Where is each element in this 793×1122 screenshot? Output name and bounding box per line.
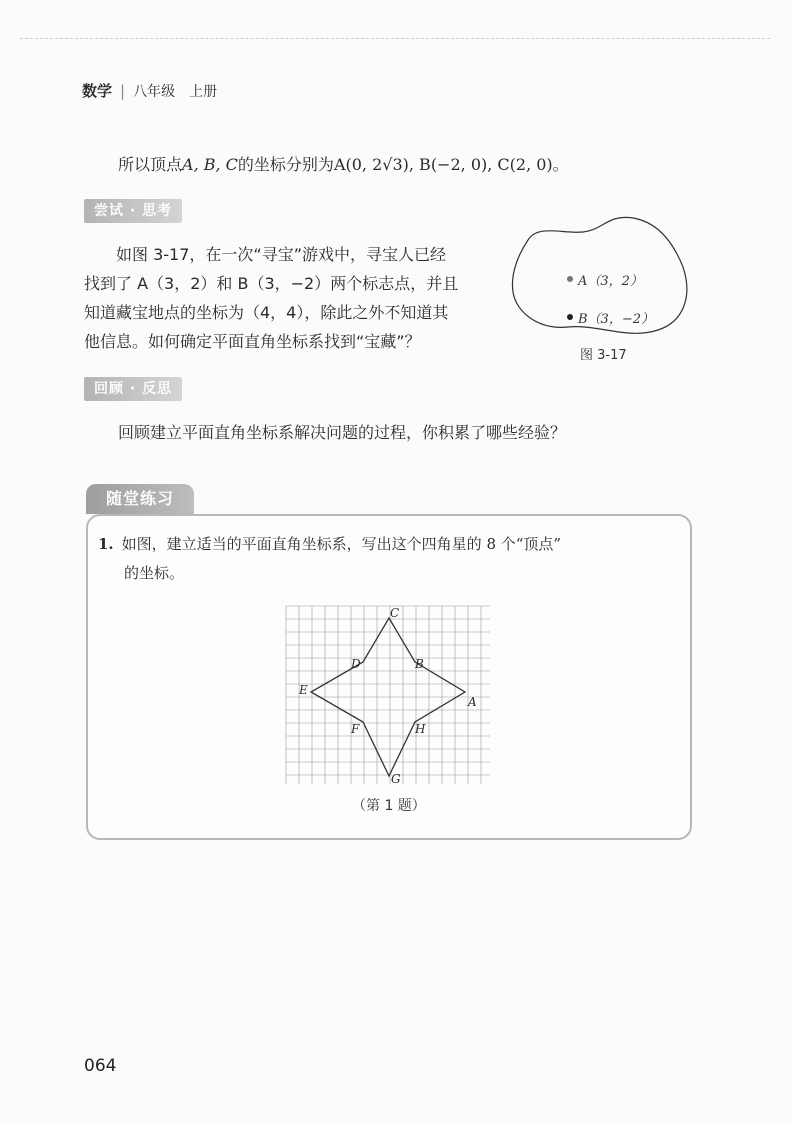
point-b-label: B（3，−2） <box>578 312 654 327</box>
star-label-e: E <box>299 683 308 697</box>
intro-coords: A(0, 2√3), B(−2, 0), C(2, 0)。 <box>333 155 569 174</box>
star-label-b: B <box>415 657 424 671</box>
question-line-2: 的坐标。 <box>124 564 185 582</box>
try-paragraph <box>84 240 504 356</box>
intro-middle: 的坐标分别为 <box>237 155 334 174</box>
page-number: 064 <box>84 1056 117 1076</box>
review-text: 回顾建立平面直角坐标系解决问题的过程，你积累了哪些经验？ <box>118 423 567 442</box>
star-label-h: H <box>415 722 426 736</box>
header-separator: | <box>120 82 126 100</box>
subject-label: 数学 <box>82 82 113 100</box>
intro-points: A, B, C <box>182 155 238 174</box>
practice-tab: 随堂练习 <box>86 484 194 514</box>
try-line-4: 他信息。如何确定平面直角坐标系找到“宝藏”？ <box>84 332 421 351</box>
point-a-marker <box>567 276 573 282</box>
try-line-2: 找到了 A（3，2）和 B（3，−2）两个标志点，并且 <box>84 274 459 293</box>
top-rule <box>20 38 770 39</box>
try-think-tag: 尝试 · 思考 <box>84 199 182 223</box>
try-line-3: 知道藏宝地点的坐标为（4，4），除此之外不知道其 <box>84 303 449 322</box>
question-number: 1. <box>98 535 114 553</box>
figure-caption-3-17: 图 3-17 <box>580 348 627 363</box>
question-line-1: 如图，建立适当的平面直角坐标系，写出这个四角星的 8 个“顶点” <box>121 535 562 553</box>
star-label-d: D <box>351 657 361 671</box>
star-grid-figure <box>285 605 491 785</box>
star-label-g: G <box>391 772 401 786</box>
star-label-c: C <box>390 606 400 620</box>
try-line-1: 如图 3-17，在一次“寻宝”游戏中，寻宝人已经 <box>116 245 446 264</box>
review-reflect-tag: 回顾 · 反思 <box>84 377 182 401</box>
intro-line <box>118 150 569 179</box>
point-b-marker <box>567 314 573 320</box>
grade-label: 八年级 上册 <box>133 84 218 100</box>
intro-lead: 所以顶点 <box>118 155 183 174</box>
question-1 <box>98 530 678 588</box>
question-1-caption: （第 1 题） <box>352 798 426 814</box>
star-label-f: F <box>351 722 360 736</box>
star-label-a: A <box>468 695 477 709</box>
page-header <box>82 80 217 101</box>
point-a-label: A（3，2） <box>578 274 643 289</box>
